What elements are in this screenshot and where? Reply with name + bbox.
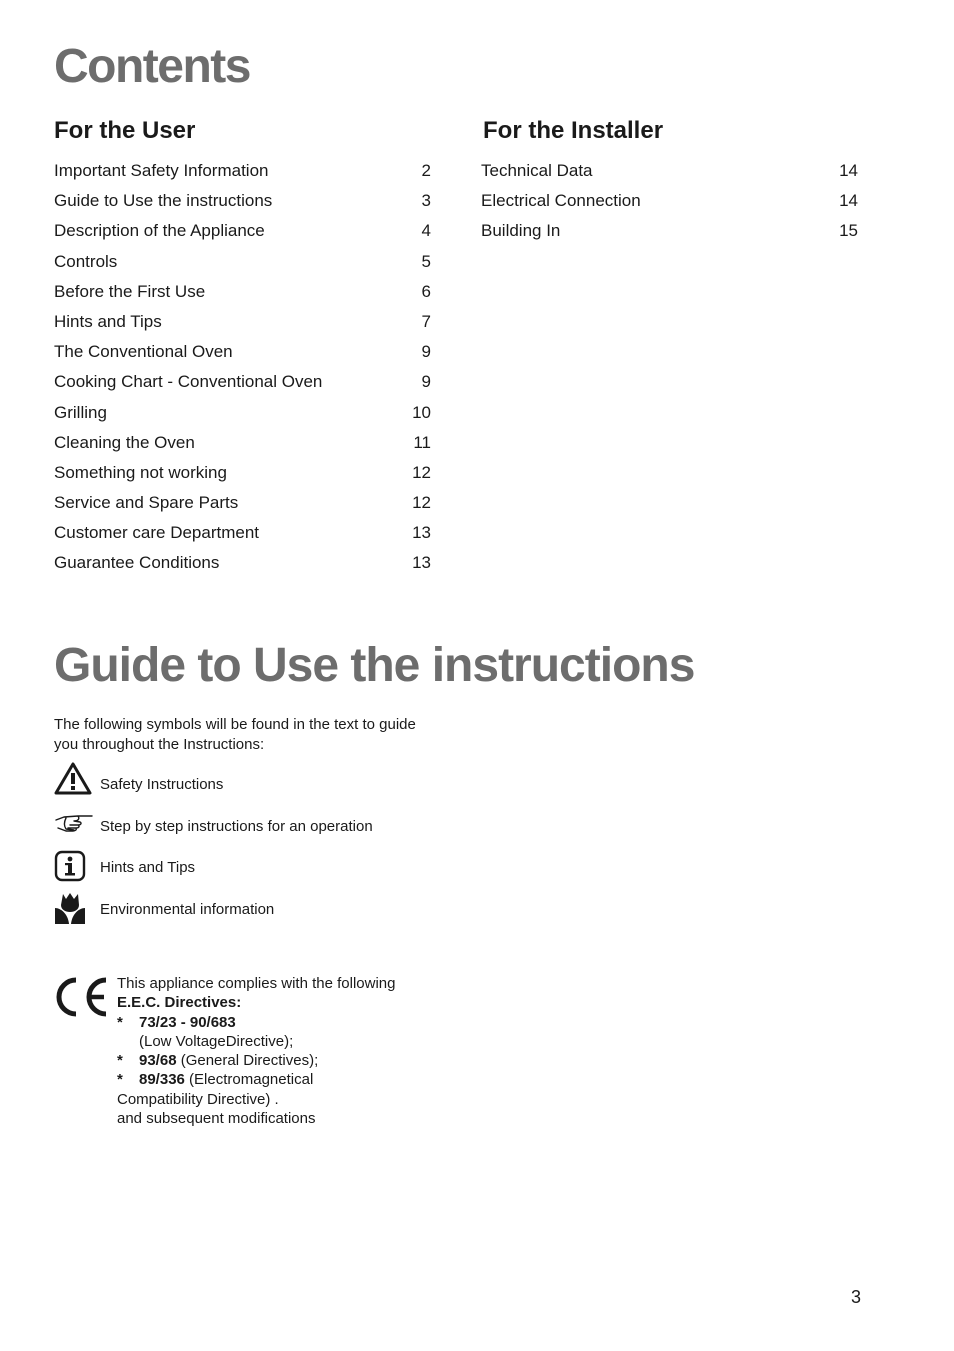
toc-entry <box>54 463 431 493</box>
bullet-1: * <box>117 1013 123 1031</box>
toc-entry <box>54 252 431 282</box>
toc-entry-page: 2 <box>421 161 431 180</box>
toc-entry-label: Controls <box>54 251 118 271</box>
toc-entry-label: Cleaning the Oven <box>54 432 195 452</box>
toc-entry <box>54 553 431 583</box>
guide-intro-line-1: The following symbols will be found in the text to guide <box>54 716 416 733</box>
toc-entry <box>481 221 858 251</box>
toc-entry-label: The Conventional Oven <box>54 342 233 362</box>
eec-directives-heading: E.E.C. Directives: <box>117 994 242 1012</box>
toc-entry <box>54 342 431 372</box>
toc-entry <box>54 282 431 312</box>
toc-entry-label: Customer care Department <box>54 523 260 543</box>
toc-entry-page: 15 <box>839 221 858 241</box>
contents-title: Contents <box>54 40 250 93</box>
ce-compliance-text <box>117 974 457 1128</box>
toc-entry <box>481 161 858 191</box>
info-icon <box>54 850 92 886</box>
toc-entry-page: 13 <box>412 553 431 573</box>
compatibility-line: Compatibility Directive) . <box>117 1090 279 1108</box>
directive-3-code: 89/336 <box>139 1071 185 1089</box>
symbol-label-hints: Hints and Tips <box>100 859 196 876</box>
toc-entry-label: Service and Spare Parts <box>54 493 239 513</box>
guide-intro-line-2: you throughout the Instructions: <box>54 735 265 753</box>
toc-entry-page: 5 <box>421 251 431 271</box>
toc-entry-label: Technical Data <box>481 161 593 180</box>
toc-entry-page: 13 <box>412 523 431 543</box>
toc-entry-label: Grilling <box>54 402 107 422</box>
toc-entry <box>54 372 431 402</box>
symbol-label-step: Step by step instructions for an operation <box>100 818 373 835</box>
warning-triangle-icon <box>54 762 92 798</box>
directive-3-desc: (Electromagnetical <box>184 1071 314 1089</box>
installer-toc-list <box>481 161 858 252</box>
toc-entry-page: 9 <box>421 342 431 362</box>
toc-entry-label: Something not working <box>54 462 227 482</box>
toc-entry-page: 3 <box>421 191 431 211</box>
toc-entry-label: Cooking Chart - Conventional Oven <box>54 372 323 392</box>
toc-entry-label: Description of the Appliance <box>54 221 265 241</box>
toc-entry-page: 14 <box>839 161 858 180</box>
for-the-user-heading: For the User <box>54 117 196 144</box>
directive-2-code: 93/68 <box>139 1052 177 1070</box>
toc-entry-page: 11 <box>413 432 431 452</box>
toc-entry-page: 7 <box>421 311 431 331</box>
toc-entry-page: 6 <box>421 281 431 301</box>
ce-intro-line: This appliance complies with the following <box>117 975 396 992</box>
modifications-line: and subsequent modifications <box>117 1110 316 1128</box>
toc-entry-page: 12 <box>412 462 431 482</box>
toc-entry-page: 10 <box>412 402 431 422</box>
toc-entry-label: Building In <box>481 221 561 241</box>
pointing-hand-icon <box>54 810 92 846</box>
toc-entry-page: 14 <box>839 191 858 211</box>
directive-1 <box>117 1013 457 1032</box>
toc-entry-page: 9 <box>421 372 431 392</box>
bullet-3: * <box>117 1071 123 1089</box>
directive-1-desc: (Low VoltageDirective); <box>139 1032 294 1050</box>
toc-entry-page: 4 <box>421 221 431 241</box>
page-number: 3 <box>851 1287 862 1307</box>
tulip-icon <box>54 892 92 928</box>
guide-intro <box>54 715 454 754</box>
directive-1-code: 73/23 - 90/683 <box>139 1013 236 1031</box>
ce-mark-logo <box>54 976 110 1023</box>
toc-entry-label: Hints and Tips <box>54 311 162 331</box>
toc-entry-label: Guide to Use the instructions <box>54 191 273 211</box>
directive-2 <box>117 1051 457 1070</box>
toc-entry <box>54 493 431 523</box>
guide-title: Guide to Use the instructions <box>54 639 695 692</box>
toc-entry <box>54 161 431 191</box>
toc-entry <box>481 191 858 221</box>
for-the-installer-heading: For the Installer <box>483 117 664 144</box>
toc-entry-label: Electrical Connection <box>481 191 641 211</box>
toc-entry-page: 12 <box>412 493 431 513</box>
toc-entry <box>54 312 431 342</box>
toc-entry <box>54 523 431 553</box>
user-toc-list <box>54 161 431 584</box>
toc-entry <box>54 433 431 463</box>
directive-3 <box>117 1070 457 1089</box>
directive-2-desc: (General Directives); <box>176 1052 319 1070</box>
toc-entry-label: Important Safety Information <box>54 161 269 180</box>
toc-entry-label: Before the First Use <box>54 281 206 301</box>
symbol-label-environment: Environmental information <box>100 901 275 918</box>
toc-entry-label: Guarantee Conditions <box>54 553 220 573</box>
bullet-2: * <box>117 1052 123 1070</box>
toc-entry <box>54 221 431 251</box>
symbol-label-safety: Safety Instructions <box>100 776 224 793</box>
toc-entry <box>54 403 431 433</box>
toc-entry <box>54 191 431 221</box>
